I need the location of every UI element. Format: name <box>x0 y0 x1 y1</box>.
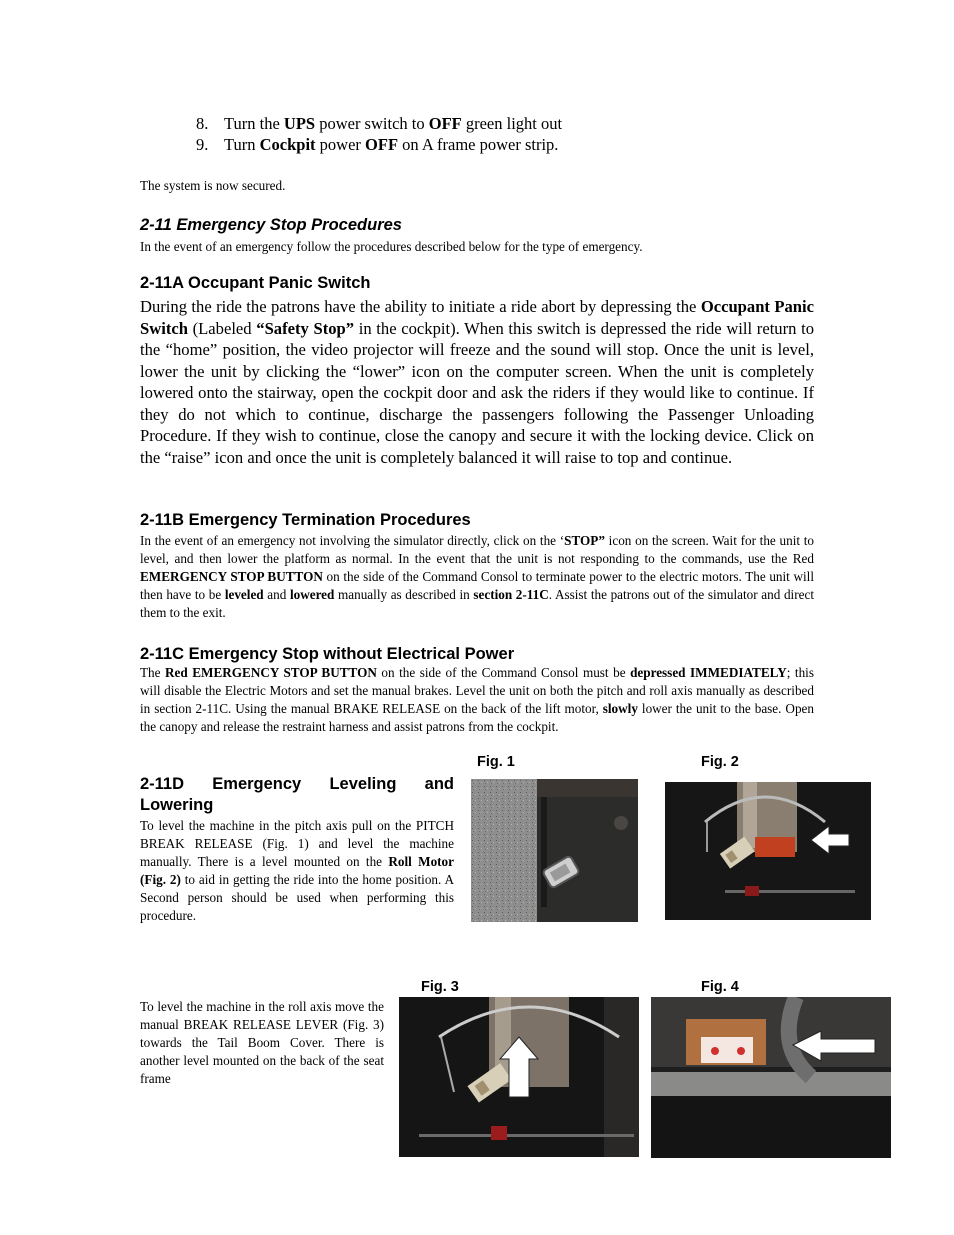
text-run: manually as described in <box>334 587 474 602</box>
bold-text-run: section 2-11C <box>473 587 549 602</box>
text-run: During the ride the patrons have the ability to initiate a ride abort by depressing the <box>140 297 701 316</box>
section-2-11-intro: In the event of an emergency follow the procedures described below for the type of emergency. <box>140 239 643 254</box>
section-2-11a-heading: 2-11A Occupant Panic Switch <box>140 274 371 292</box>
bold-text-run: OFF <box>428 114 462 133</box>
text-run: on the side of the Command Consol to terminate power to the electric motors. The unit will then have to be <box>140 569 814 602</box>
step-list <box>196 113 796 155</box>
section-2-11a-body <box>140 296 814 468</box>
bold-text-run: “Safety Stop” <box>256 318 355 338</box>
step-number: 8. <box>196 114 209 133</box>
text-run: in the cockpit). When this switch is depressed the ride will return to the “home” position, the video projector will freeze and the sound will stop. Once the unit is level, lower the unit by clicking the “lower” icon on the computer screen. When the unit is completely lowered onto the stairway, open the cockpit door and ask the riders if they would like to continue. If they do not which to continue, discharge the passengers following the Passenger Unloading Procedure. If they wish to continue, close the canopy and secure it with the locking device. Click on the “raise” icon and once the unit is completely balanced it will raise to top and continue. <box>140 318 815 467</box>
fig-3-photo <box>399 997 639 1157</box>
section-2-11b-heading: 2-11B Emergency Termination Procedures <box>140 511 471 529</box>
fig-1-label: Fig. 1 <box>477 754 515 770</box>
bold-text-run: Red EMERGENCY STOP BUTTON <box>165 665 377 680</box>
step-item-9 <box>196 134 796 155</box>
text-run: icon on the screen. Wait for the unit to level, and then lower the platform as normal. In the event that the unit is not responding to the commands, use the Red <box>140 533 814 566</box>
fig-2-photo <box>665 782 871 920</box>
text-run: The <box>140 665 166 680</box>
bold-text-run: depressed IMMEDIATELY <box>630 665 787 680</box>
section-2-11-heading: 2-11 Emergency Stop Procedures <box>140 216 402 234</box>
text-run: on A frame power strip. <box>398 135 559 154</box>
step-item-8 <box>196 113 796 134</box>
fig-4-photo <box>651 997 891 1158</box>
text-run: Turn the <box>224 114 284 133</box>
fig-2-label: Fig. 2 <box>701 754 739 770</box>
section-2-11c-heading: 2-11C Emergency Stop without Electrical Power <box>140 645 515 663</box>
section-2-11d-heading: 2-11D Emergency Leveling and Lowering <box>140 775 454 814</box>
fig-1-photo <box>471 779 638 922</box>
bold-text-run: Roll Motor (Fig. 2) <box>140 854 455 887</box>
text-run: In the event of an emergency not involving the simulator directly, click on the ‘ <box>140 533 565 548</box>
bold-text-run: leveled <box>224 587 264 602</box>
bold-text-run: OFF <box>365 135 399 154</box>
bold-text-run: Occupant Panic Switch <box>140 297 815 338</box>
section-2-11c-body <box>140 664 814 736</box>
section-2-11d-body <box>140 817 454 925</box>
text-run: on the side of the Command Consol must be <box>376 665 631 680</box>
bold-text-run: lowered <box>289 587 335 602</box>
bold-text-run: slowly <box>602 701 638 716</box>
text-run: lower the unit to the base. Open the canopy and release the restraint harness and assist patrons from the cockpit. <box>140 701 814 734</box>
text-run: ; this will disable the Electric Motors and set the manual brakes. Level the unit on both the pitch and roll axis manually as described in section 2-11C. Using the manual BRAKE RELEASE on the back of the lift motor, <box>140 665 814 716</box>
text-run: to aid in getting the ride into the home position. A Second person should be used when performing this procedure. <box>140 872 454 923</box>
step-text <box>224 134 558 155</box>
text-run: and <box>263 587 290 602</box>
text-run: Turn <box>224 135 260 154</box>
text-run: To level the machine in the pitch axis pull on the PITCH BREAK RELEASE (Fig. 1) and level the machine manually. There is a level mounted on the <box>140 818 454 869</box>
text-run: power switch to <box>315 114 429 133</box>
bold-text-run: UPS <box>283 114 316 133</box>
section-2-11b-body <box>140 532 814 622</box>
roll-axis-text: To level the machine in the roll axis move the manual BREAK RELEASE LEVER (Fig. 3) towards the Tail Boom Cover. There is another level mounted on the back of the seat frame <box>140 999 384 1086</box>
step-text <box>224 113 562 134</box>
fig-4-label: Fig. 4 <box>701 979 739 995</box>
bold-text-run: EMERGENCY STOP BUTTON <box>140 569 323 584</box>
text-run: . Assist the patrons out of the simulator and direct them to the exit. <box>140 587 814 620</box>
text-run: green light out <box>461 114 563 133</box>
bold-text-run: STOP” <box>564 533 605 548</box>
secured-text: The system is now secured. <box>140 178 286 193</box>
text-run: power <box>315 135 366 154</box>
bold-text-run: Cockpit <box>259 135 316 154</box>
text-run: (Labeled <box>187 318 257 338</box>
step-number: 9. <box>196 135 209 154</box>
fig-3-label: Fig. 3 <box>421 979 459 995</box>
